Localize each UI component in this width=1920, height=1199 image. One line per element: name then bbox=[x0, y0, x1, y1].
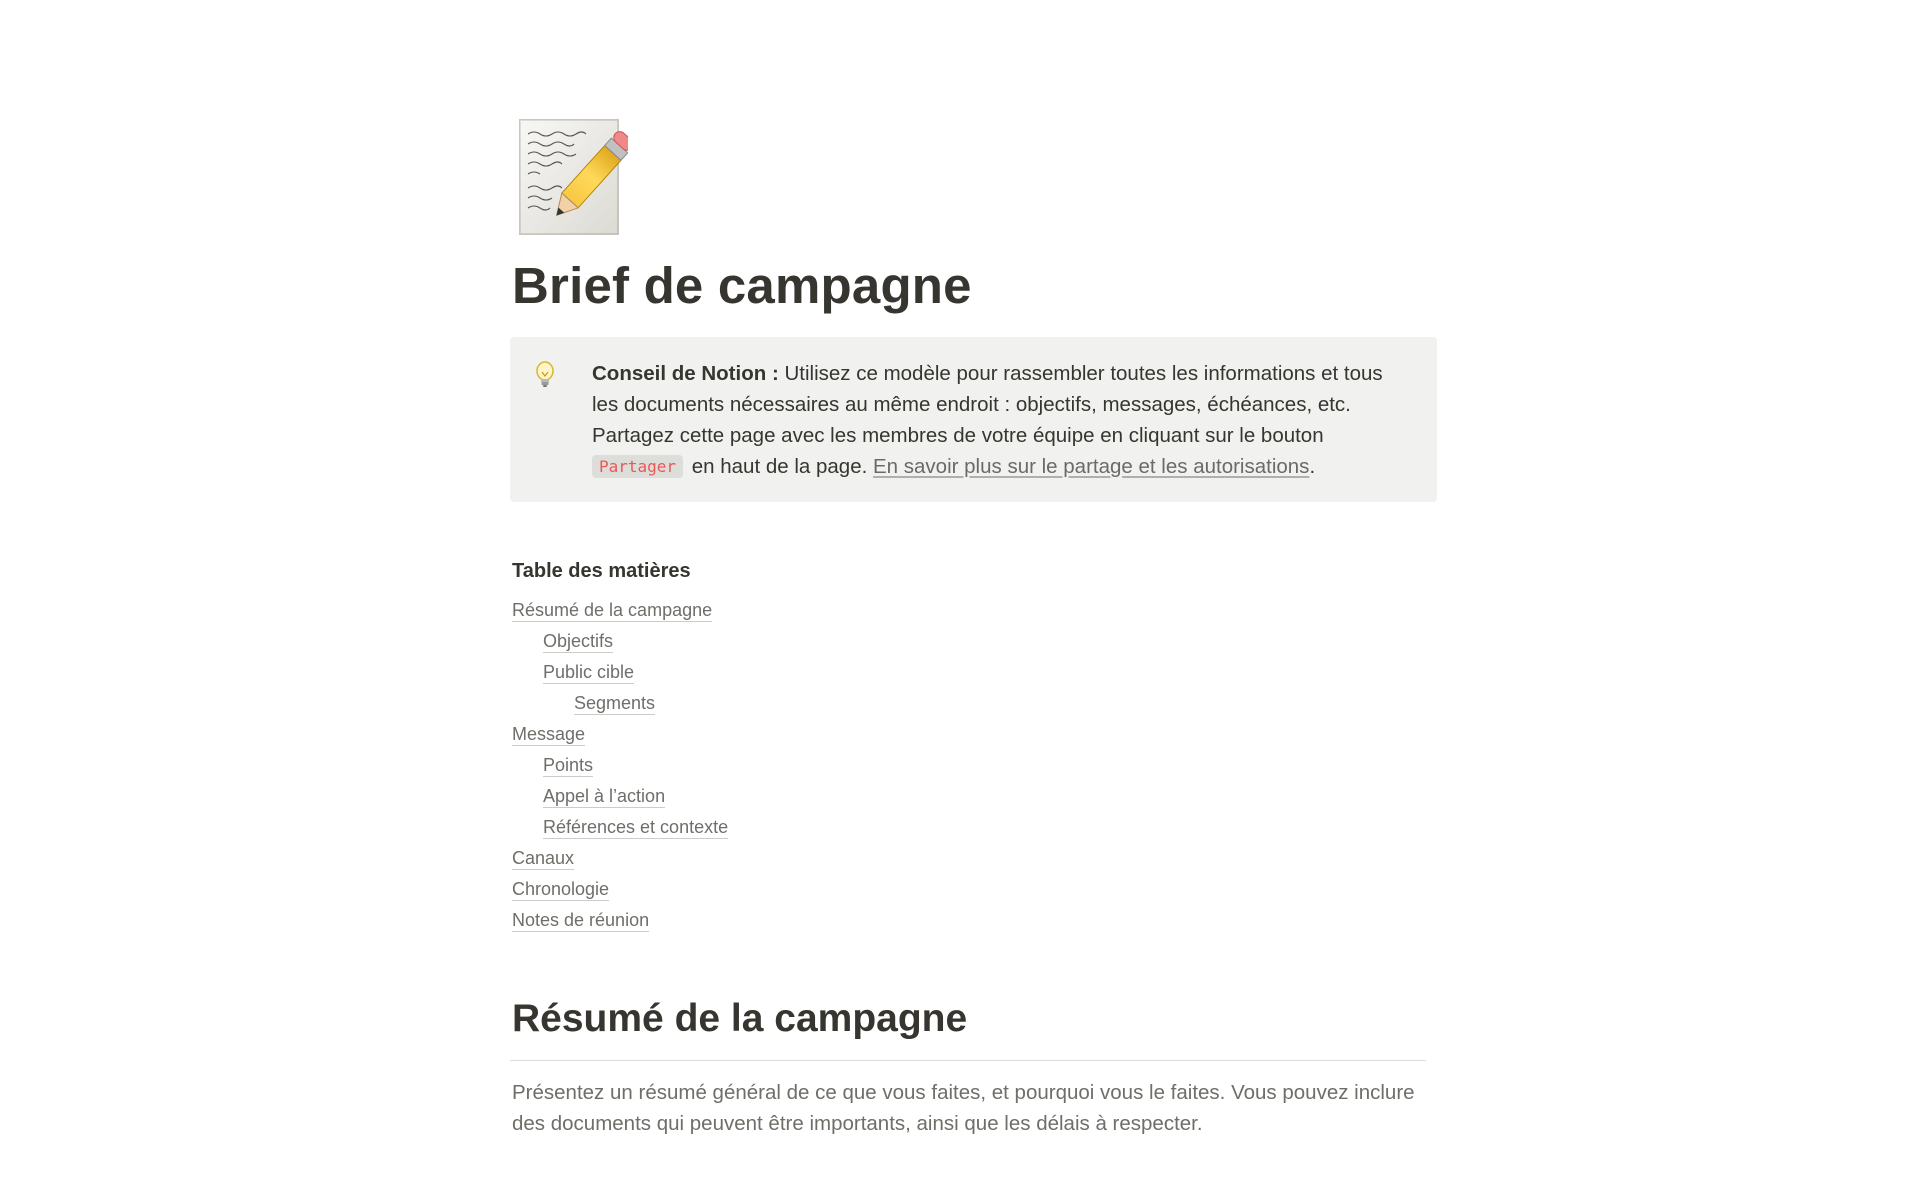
toc-item-label[interactable]: Résumé de la campagne bbox=[512, 600, 713, 620]
notion-tip-callout bbox=[510, 337, 1437, 502]
page-title[interactable]: Brief de campagne bbox=[512, 257, 972, 314]
toc-item[interactable] bbox=[512, 814, 1424, 845]
lightbulb-icon bbox=[533, 360, 557, 390]
section-heading[interactable]: Résumé de la campagne bbox=[512, 997, 968, 1040]
toc-item[interactable] bbox=[512, 628, 1424, 659]
toc-item-label[interactable]: Public cible bbox=[543, 662, 635, 682]
toc-item-label[interactable]: Notes de réunion bbox=[512, 910, 650, 930]
toc-item[interactable] bbox=[512, 845, 1424, 876]
share-button-code: Partager bbox=[592, 455, 683, 478]
toc-item-label[interactable]: Appel à l’action bbox=[543, 786, 666, 806]
divider bbox=[510, 1060, 1426, 1061]
toc-heading: Table des matières bbox=[512, 560, 691, 582]
toc-item-label[interactable]: Canaux bbox=[512, 848, 575, 868]
toc-item-label[interactable]: Points bbox=[543, 755, 594, 775]
toc-item[interactable] bbox=[512, 597, 1424, 628]
memo-pencil-icon[interactable] bbox=[518, 118, 628, 236]
toc-item[interactable] bbox=[512, 783, 1424, 814]
callout-text-part1: Utilisez ce modèle pour rassembler toutes les informations et tous les documents nécessaires au même endroit : objectifs, messages, échéances, etc. Partagez cette page avec les membres de votre équipe en cliquant sur le bouton bbox=[592, 362, 1383, 447]
toc-item[interactable] bbox=[512, 876, 1424, 907]
section-body[interactable]: Présentez un résumé général de ce que vous faites, et pourquoi vous le faites. Vous pouvez inclure des documents qui peuvent être importants, ainsi que les délais à respecter. bbox=[512, 1081, 1415, 1135]
toc-item[interactable] bbox=[512, 659, 1424, 690]
callout-text-end: . bbox=[1309, 455, 1316, 478]
callout-text-part2: en haut de la page. bbox=[686, 455, 873, 478]
toc-item-label[interactable]: Objectifs bbox=[543, 631, 614, 651]
toc-item[interactable] bbox=[512, 721, 1424, 752]
toc-item-label[interactable]: Segments bbox=[574, 693, 656, 713]
table-of-contents bbox=[512, 558, 1424, 938]
toc-item[interactable] bbox=[512, 907, 1424, 938]
toc-item-label[interactable]: Message bbox=[512, 724, 586, 744]
sharing-help-link[interactable]: En savoir plus sur le partage et les autorisations bbox=[873, 455, 1310, 478]
toc-item-label[interactable]: Chronologie bbox=[512, 879, 610, 899]
toc-item[interactable] bbox=[512, 690, 1424, 721]
toc-item-label[interactable]: Références et contexte bbox=[543, 817, 729, 837]
toc-item[interactable] bbox=[512, 752, 1424, 783]
callout-text bbox=[592, 358, 1413, 483]
callout-bold-prefix: Conseil de Notion : bbox=[592, 362, 779, 385]
page-content bbox=[512, 118, 1424, 1160]
